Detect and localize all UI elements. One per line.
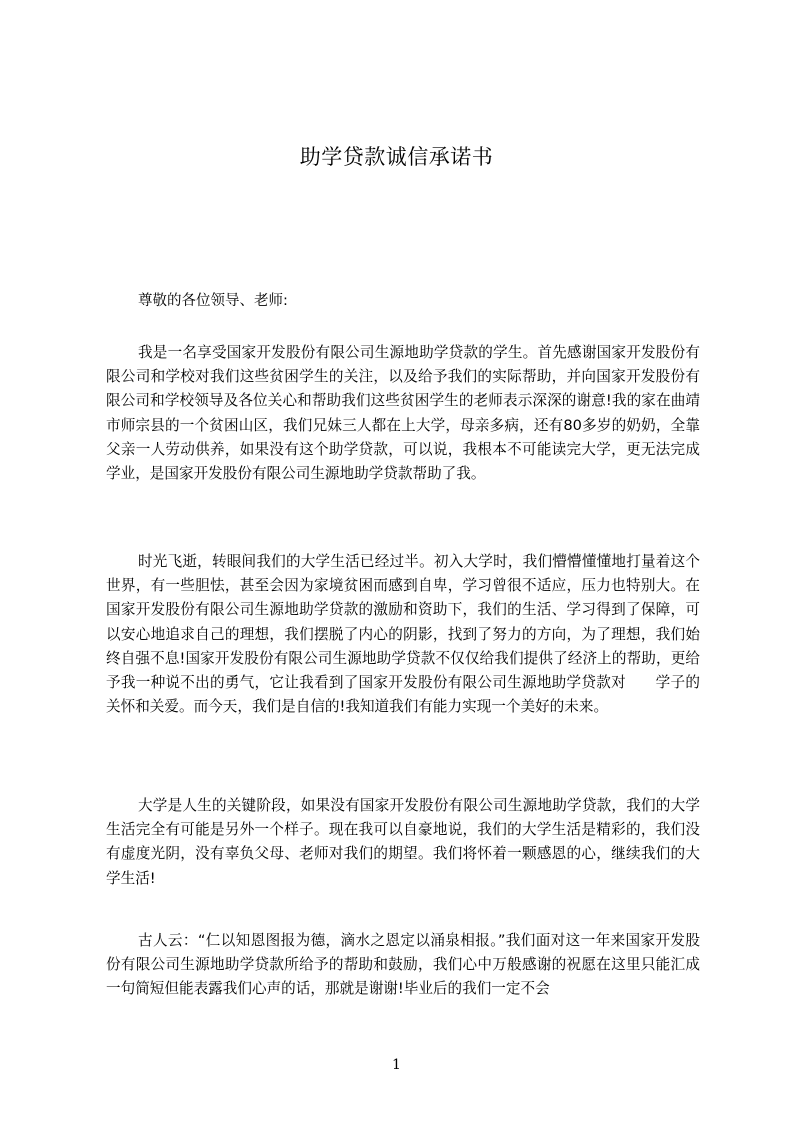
- paragraph-key-stage: 大学是人生的关键阶段，如果没有国家开发股份有限公司生源地助学贷款，我们的大学生活完全有可能是另外一个样子。现在我可以自豪地说，我们的大学生活是精彩的，我们没有虚度光阴，没有辜负父母、老师对我们的期望。我们将怀着一颗感恩的心，继续我们的大学生活!: [106, 797, 700, 887]
- paragraph-gratitude-intro: 我是一名享受国家开发股份有限公司生源地助学贷款的学生。首先感谢国家开发股份有限公司和学校对我们这些贫困学生的关注，以及给予我们的实际帮助，并向国家开发股份有限公司和学校领导及各位关心和帮助我们这些贫困学生的老师表示深深的谢意!我的家在曲靖市师宗县的一个贫困山区，我们兄妹三人都在上大学，母亲多病，还有80多岁的奶奶，全靠父亲一人劳动供养，如果没有这个助学贷款，可以说，我根本不可能读完大学，更无法完成学业，是国家开发股份有限公司生源地助学贷款帮助了我。: [106, 344, 700, 483]
- paragraph-university-life: 时光飞逝，转眼间我们的大学生活已经过半。初入大学时，我们懵懵懂懂地打量着这个世界，有一些胆怯，甚至会因为家境贫困而感到自卑，学习曾很不适应，压力也特别大。在国家开发股份有限公司生源地助学贷款的激励和资助下，我们的生活、学习得到了保障，可以安心地追求自己的理想，我们摆脱了内心的阴影，找到了努力的方向，为了理想，我们始终自强不息!国家开发股份有限公司生源地助学贷款不仅仅给我们提供了经济上的帮助，更给予我一种说不出的勇气，它让我看到了国家开发股份有限公司生源地助学贷款对 学子的关怀和关爱。而今天，我们是自信的!我知道我们有能力实现一个美好的未来。: [106, 553, 700, 716]
- document-title: 助学贷款诚信承诺书: [299, 145, 494, 169]
- salutation: 尊敬的各位领导、老师:: [138, 293, 288, 309]
- page-number: 1: [392, 1057, 401, 1073]
- paragraph-ancient-saying: 古人云：“仁以知恩图报为德，滴水之恩定以涌泉相报。”我们面对这一年来国家开发股份有限公司生源地助学贷款所给予的帮助和鼓励，我们心中万般感谢的祝愿在这里只能汇成一句简短但能表露我们心声的话，那就是谢谢!毕业后的我们一定不会: [106, 932, 700, 998]
